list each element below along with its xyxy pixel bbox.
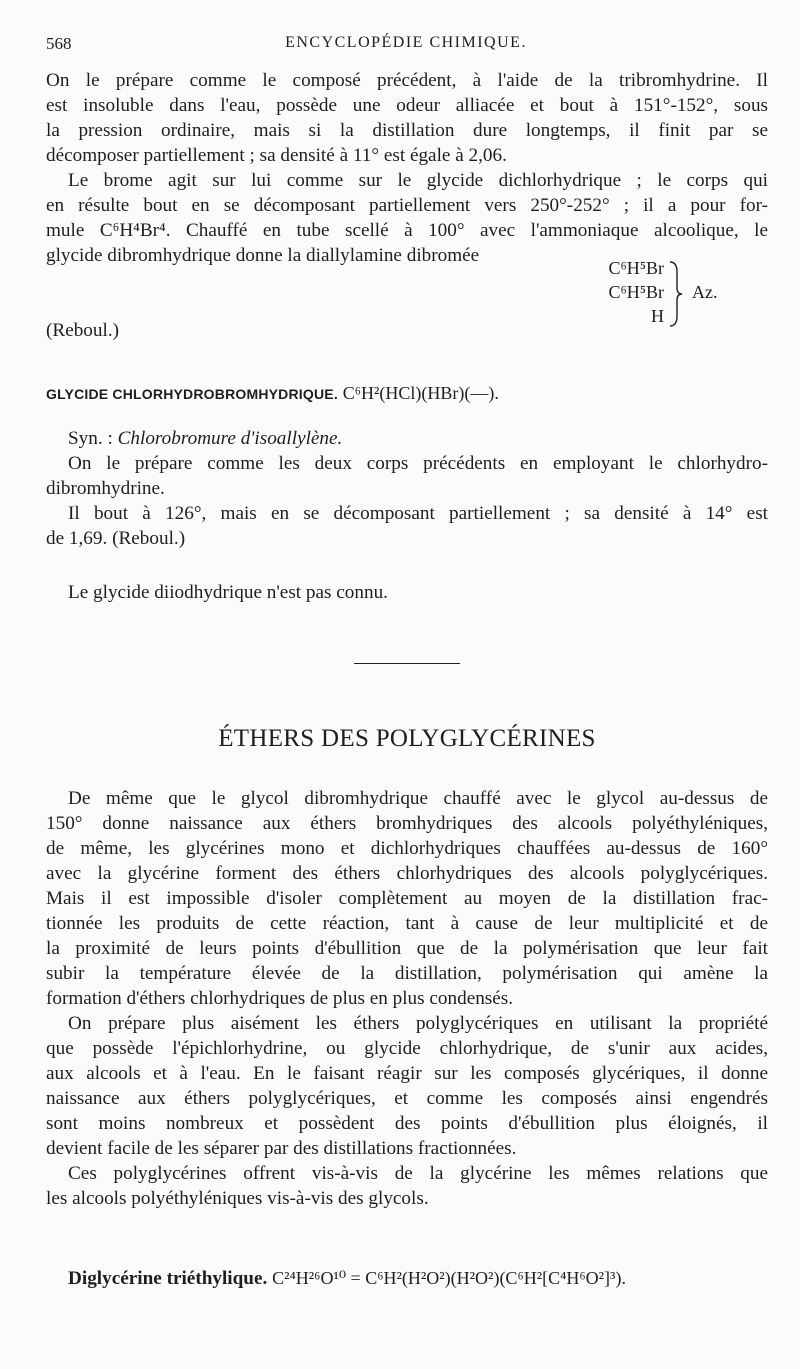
synonym-label: Syn. : — [68, 428, 113, 449]
text-line: est insoluble dans l'eau, possède une odeur alliacée et bout à 151°-152°, sous — [46, 95, 768, 116]
text-line: On le prépare comme le composé précédent, à l'aide de la tribromhydrine. Il — [46, 70, 768, 91]
text-line: la pression ordinaire, mais si la distillation dure longtemps, il finit par se — [46, 120, 768, 141]
text-line: tionnée les produits de cette réaction, tant à cause de leur multiplicité et de — [46, 913, 768, 934]
entry-heading: Diglycérine triéthylique. — [68, 1268, 268, 1289]
section-chlorhydrobromhydrique — [46, 381, 768, 406]
paragraph-block-2 — [46, 786, 768, 1211]
entry-formula: C²⁴H²⁶O¹⁰ = C⁶H²(H²O²)(H²O²)(C⁶H²[C⁴H⁶O²]³). — [272, 1268, 626, 1288]
text-line: subir la température élevée de la distillation, polymérisation qui amène la — [46, 963, 768, 984]
text-line: les alcools polyéthyléniques vis-à-vis des glycols. — [46, 1188, 429, 1209]
chapter-title: ÉTHERS DES POLYGLYCÉRINES — [218, 725, 596, 752]
text-line: devient facile de les séparer par des distillations fractionnées. — [46, 1138, 517, 1159]
text-line: aux alcools et à l'eau. En le faisant réagir sur les composés glycériques, il donne — [46, 1063, 768, 1084]
synonym-line — [46, 426, 768, 451]
text-line: Ces polyglycérines offrent vis-à-vis de la glycérine les mêmes relations que — [68, 1163, 768, 1184]
text-line: glycide dibromhydrique donne la diallylamine dibromée — [46, 245, 480, 266]
text-line: en résulte bout en se décomposant partiellement vers 250°-252° ; il a pour for- — [46, 195, 768, 216]
text-line: la proximité de leurs points d'ébullition que de la polymérisation que leur fait — [46, 938, 768, 959]
right-brace-icon — [668, 260, 684, 328]
text-line: décomposer partiellement ; sa densité à 11° est égale à 2,06. — [46, 145, 507, 166]
text-line: dibromhydrine. — [46, 478, 165, 499]
synonym-and-body — [46, 426, 768, 551]
text-line: de même, les glycérines mono et dichlorhydriques chauffées au-dessus de 160° — [46, 838, 768, 859]
page-number: 568 — [46, 34, 72, 53]
text-line: sont moins nombreux et possèdent des points d'ébullition plus éloignés, il — [46, 1113, 768, 1134]
section-heading: GLYCIDE CHLORHYDROBROMHYDRIQUE. — [46, 386, 338, 402]
section-formula: C⁶H²(HCl)(HBr)(—). — [342, 383, 499, 403]
diglycerine-entry — [46, 1266, 768, 1291]
text-line: Le brome agit sur lui comme sur le glycide dichlorhydrique ; le corps qui — [68, 170, 768, 191]
text-line: De même que le glycol dibromhydrique chauffé avec le glycol au-dessus de — [68, 788, 768, 809]
azote-symbol: Az. — [692, 282, 718, 302]
text-line: avec la glycérine forment des éthers chlorhydriques des alcools polyglycériques. — [46, 863, 768, 884]
text-line: Mais il est impossible d'isoler complètement au moyen de la distillation frac- — [46, 888, 768, 909]
synonym-value: Chlorobromure d'isoallylène. — [117, 428, 343, 449]
text-line: On prépare plus aisément les éthers polyglycériques en utilisant la propriété — [68, 1013, 768, 1034]
entry-line — [46, 1266, 768, 1291]
text-line: formation d'éthers chlorhydriques de plus en plus condensés. — [46, 988, 514, 1009]
formula-row: H — [651, 306, 664, 326]
text-line: naissance aux éthers polyglycériques, et comme les composés ainsi engendrés — [46, 1088, 768, 1109]
text-line: Le glycide diiodhydrique n'est pas connu. — [68, 582, 388, 603]
text-line: (Reboul.) — [46, 320, 120, 341]
page-header — [46, 32, 766, 60]
text-line: Il bout à 126°, mais en se décomposant partiellement ; sa densité à 14° est — [68, 503, 768, 524]
running-head: ENCYCLOPÉDIE CHIMIQUE. — [285, 34, 527, 51]
text-line: mule C⁶H⁴Br⁴. Chauffé en tube scellé à 100° avec l'ammoniaque alcoolique, le — [46, 220, 768, 241]
formula-row: C⁶H⁵Br — [608, 282, 664, 302]
section-divider — [354, 663, 460, 664]
section-heading-line — [46, 381, 768, 406]
text-line: On le prépare comme les deux corps précédents en employant le chlorhydro- — [68, 453, 768, 474]
text-line: 150° donne naissance aux éthers bromhydriques des alcools polyéthyléniques, — [46, 813, 768, 834]
final-note — [46, 580, 768, 605]
formula-row: C⁶H⁵Br — [608, 258, 664, 278]
text-line: que possède l'épichlorhydrine, ou glycide chlorhydrique, de s'unir aux acides, — [46, 1038, 768, 1059]
amine-formula — [576, 256, 726, 336]
text-line: de 1,69. (Reboul.) — [46, 528, 186, 549]
